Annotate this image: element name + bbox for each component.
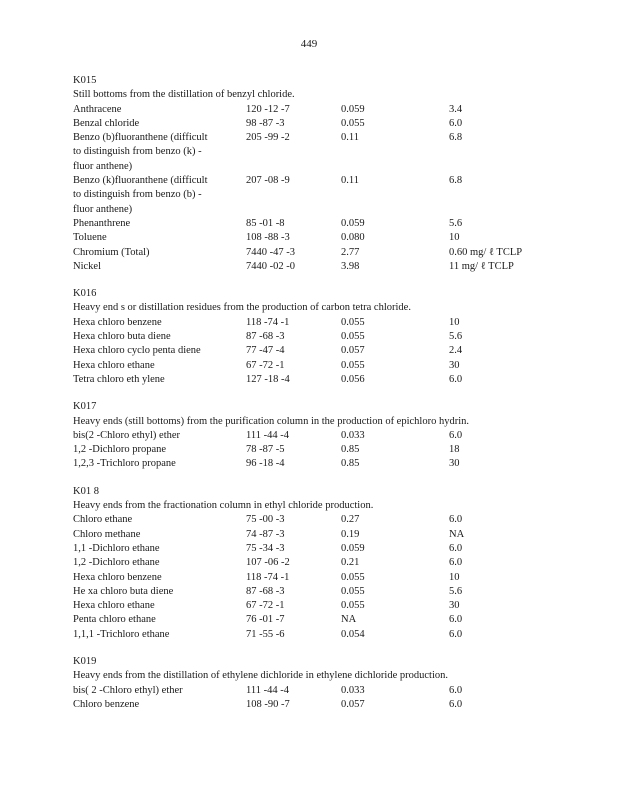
constituent-row xyxy=(73,373,553,387)
concentration-wastewater: 0.11 xyxy=(341,132,359,144)
waste-description: Heavy ends from the distillation of ethylene dichloride in ethylene dichloride production. xyxy=(73,670,448,682)
constituent-row xyxy=(73,246,553,260)
waste-description: Heavy ends (still bottoms) from the purification column in the production of epichloro hydrin. xyxy=(73,415,470,427)
cas-number: 71 -55 -6 xyxy=(246,628,285,640)
concentration-nonwastewater: 10 xyxy=(449,232,460,244)
constituent-row xyxy=(73,344,553,358)
cas-number: 118 -74 -1 xyxy=(246,316,290,328)
concentration-nonwastewater: 30 xyxy=(449,458,460,470)
constituent-name: 1,2,3 -Trichloro propane xyxy=(73,458,176,470)
concentration-nonwastewater: 30 xyxy=(449,600,460,612)
constituent-name: Benzo (k)fluoranthene (difficult to distinguish from benzo (b) - fluor anthene) xyxy=(73,175,208,215)
constituent-name: 1,2 -Dichloro propane xyxy=(73,444,167,456)
concentration-wastewater: 0.055 xyxy=(341,117,365,129)
concentration-wastewater: 0.19 xyxy=(341,528,360,540)
waste-code: K019 xyxy=(73,655,97,667)
concentration-wastewater: 0.85 xyxy=(341,458,360,470)
concentration-nonwastewater: 6.8 xyxy=(449,132,463,144)
constituent-row xyxy=(73,231,553,245)
waste-description: Still bottoms from the distillation of benzyl chloride. xyxy=(73,89,295,101)
constituent-name: Hexa chloro benzene xyxy=(73,316,162,328)
constituent-row xyxy=(73,359,553,373)
concentration-nonwastewater: 18 xyxy=(449,444,460,456)
concentration-wastewater: 0.057 xyxy=(341,345,365,357)
constituent-row xyxy=(73,429,553,443)
constituent-row xyxy=(73,542,553,556)
waste-description: Heavy ends from the fractionation column in ethyl chloride production. xyxy=(73,500,374,512)
cas-number: 96 -18 -4 xyxy=(246,458,285,470)
cas-number: 108 -88 -3 xyxy=(246,232,290,244)
cas-number: 74 -87 -3 xyxy=(246,528,285,540)
constituent-name: Chromium (Total) xyxy=(73,246,150,258)
waste-section xyxy=(73,74,553,274)
constituent-row xyxy=(73,684,553,698)
waste-section xyxy=(73,287,553,387)
cas-number: 98 -87 -3 xyxy=(246,117,285,129)
cas-number: 111 -44 -4 xyxy=(246,429,289,441)
cas-number: 78 -87 -5 xyxy=(246,444,285,456)
constituent-row xyxy=(73,528,553,542)
concentration-wastewater: 2.77 xyxy=(341,246,360,258)
concentration-wastewater: 0.27 xyxy=(341,514,360,526)
concentration-wastewater: 0.033 xyxy=(341,684,365,696)
cas-number: 7440 -47 -3 xyxy=(246,246,295,258)
concentration-nonwastewater: 6.0 xyxy=(449,557,463,569)
constituent-row xyxy=(73,174,553,217)
cas-number: 67 -72 -1 xyxy=(246,359,285,371)
concentration-nonwastewater: 5.6 xyxy=(449,217,463,229)
constituent-name: Chloro benzene xyxy=(73,698,140,710)
concentration-nonwastewater: 5.6 xyxy=(449,331,463,343)
constituent-name: Hexa chloro buta diene xyxy=(73,331,171,343)
cas-number: 107 -06 -2 xyxy=(246,557,290,569)
constituent-name: Benzal chloride xyxy=(73,117,140,129)
concentration-wastewater: 0.055 xyxy=(341,331,365,343)
waste-code: K01 8 xyxy=(73,485,99,497)
concentration-nonwastewater: 6.8 xyxy=(449,175,463,187)
concentration-wastewater: 0.056 xyxy=(341,373,365,385)
constituent-name: He xa chloro buta diene xyxy=(73,585,174,597)
constituent-row xyxy=(73,613,553,627)
constituent-row xyxy=(73,260,553,274)
concentration-wastewater: 0.059 xyxy=(341,542,365,554)
cas-number: 67 -72 -1 xyxy=(246,600,285,612)
concentration-wastewater: 0.055 xyxy=(341,359,365,371)
constituent-name: Hexa chloro cyclo penta diene xyxy=(73,345,201,357)
constituent-name: bis( 2 -Chloro ethyl) ether xyxy=(73,684,183,696)
waste-section xyxy=(73,655,553,712)
concentration-wastewater: 0.054 xyxy=(341,628,365,640)
constituent-name: Hexa chloro ethane xyxy=(73,600,155,612)
concentration-nonwastewater: 6.0 xyxy=(449,514,463,526)
constituent-name: bis(2 -Chloro ethyl) ether xyxy=(73,429,181,441)
cas-number: 120 -12 -7 xyxy=(246,103,290,115)
constituent-name: Tetra chloro eth ylene xyxy=(73,373,165,385)
waste-code: K015 xyxy=(73,75,97,86)
concentration-nonwastewater: 6.0 xyxy=(449,117,463,129)
concentration-wastewater: 0.11 xyxy=(341,175,359,187)
concentration-nonwastewater: 6.0 xyxy=(449,614,463,626)
constituent-name: Anthracene xyxy=(73,103,122,115)
concentration-wastewater: 3.98 xyxy=(341,260,360,272)
concentration-nonwastewater: 6.0 xyxy=(449,429,463,441)
cas-number: 108 -90 -7 xyxy=(246,698,290,710)
concentration-nonwastewater: 0.60 mg/ ℓ TCLP xyxy=(449,246,523,258)
constituent-row xyxy=(73,117,553,131)
constituent-row xyxy=(73,217,553,231)
constituent-row xyxy=(73,103,553,117)
cas-number: 75 -00 -3 xyxy=(246,514,285,526)
concentration-wastewater: 0.057 xyxy=(341,698,365,710)
cas-number: 77 -47 -4 xyxy=(246,345,285,357)
concentration-wastewater: 0.21 xyxy=(341,557,360,569)
concentration-wastewater: 0.059 xyxy=(341,103,365,115)
concentration-nonwastewater: 11 mg/ ℓ TCLP xyxy=(449,260,514,272)
concentration-nonwastewater: 10 xyxy=(449,571,460,583)
constituent-row xyxy=(73,457,553,471)
cas-number: 205 -99 -2 xyxy=(246,132,290,144)
concentration-wastewater: 0.080 xyxy=(341,232,365,244)
concentration-wastewater: NA xyxy=(341,614,357,626)
constituent-row xyxy=(73,556,553,570)
waste-section xyxy=(73,485,553,642)
constituent-row xyxy=(73,698,553,712)
cas-number: 7440 -02 -0 xyxy=(246,260,295,272)
constituent-row xyxy=(73,330,553,344)
cas-number: 207 -08 -9 xyxy=(246,175,290,187)
constituent-name: Nickel xyxy=(73,260,101,272)
concentration-nonwastewater: 30 xyxy=(449,359,460,371)
constituent-name: Phenanthrene xyxy=(73,217,131,229)
constituent-name: Hexa chloro benzene xyxy=(73,571,162,583)
concentration-wastewater: 0.85 xyxy=(341,444,360,456)
concentration-nonwastewater: 5.6 xyxy=(449,585,463,597)
concentration-nonwastewater: 6.0 xyxy=(449,698,463,710)
concentration-nonwastewater: 3.4 xyxy=(449,103,463,115)
concentration-nonwastewater: 6.0 xyxy=(449,628,463,640)
concentration-nonwastewater: 6.0 xyxy=(449,684,463,696)
concentration-wastewater: 0.055 xyxy=(341,571,365,583)
constituent-row xyxy=(73,571,553,585)
concentration-nonwastewater: 6.0 xyxy=(449,373,463,385)
concentration-wastewater: 0.055 xyxy=(341,600,365,612)
waste-code-list xyxy=(73,74,553,725)
cas-number: 127 -18 -4 xyxy=(246,373,290,385)
cas-number: 76 -01 -7 xyxy=(246,614,285,626)
concentration-nonwastewater: 10 xyxy=(449,316,460,328)
waste-code: K017 xyxy=(73,401,97,413)
constituent-name: Toluene xyxy=(73,232,107,244)
constituent-row xyxy=(73,585,553,599)
waste-code: K016 xyxy=(73,288,97,300)
constituent-row xyxy=(73,513,553,527)
constituent-row xyxy=(73,599,553,613)
concentration-wastewater: 0.033 xyxy=(341,429,365,441)
concentration-nonwastewater: 6.0 xyxy=(449,542,463,554)
constituent-name: 1,1 -Dichloro ethane xyxy=(73,542,160,554)
cas-number: 75 -34 -3 xyxy=(246,542,285,554)
constituent-name: Chloro ethane xyxy=(73,514,133,526)
cas-number: 111 -44 -4 xyxy=(246,684,289,696)
constituent-name: Penta chloro ethane xyxy=(73,614,156,626)
concentration-wastewater: 0.059 xyxy=(341,217,365,229)
constituent-row xyxy=(73,628,553,642)
concentration-nonwastewater: 2.4 xyxy=(449,345,463,357)
waste-section xyxy=(73,400,553,471)
cas-number: 85 -01 -8 xyxy=(246,217,285,229)
concentration-nonwastewater: NA xyxy=(449,528,465,540)
constituent-name: Hexa chloro ethane xyxy=(73,359,155,371)
constituent-name: Benzo (b)fluoranthene (difficult to distinguish from benzo (k) - fluor anthene) xyxy=(73,132,208,172)
constituent-row xyxy=(73,131,553,174)
concentration-wastewater: 0.055 xyxy=(341,585,365,597)
constituent-name: 1,2 -Dichloro ethane xyxy=(73,557,160,569)
constituent-row xyxy=(73,443,553,457)
constituent-name: 1,1,1 -Trichloro ethane xyxy=(73,628,170,640)
waste-description: Heavy end s or distillation residues from the production of carbon tetra chloride. xyxy=(73,302,411,314)
cas-number: 118 -74 -1 xyxy=(246,571,290,583)
page-number: 449 xyxy=(300,38,318,50)
constituent-row xyxy=(73,316,553,330)
constituent-name: Chloro methane xyxy=(73,528,141,540)
concentration-wastewater: 0.055 xyxy=(341,316,365,328)
cas-number: 87 -68 -3 xyxy=(246,585,285,597)
cas-number: 87 -68 -3 xyxy=(246,331,285,343)
